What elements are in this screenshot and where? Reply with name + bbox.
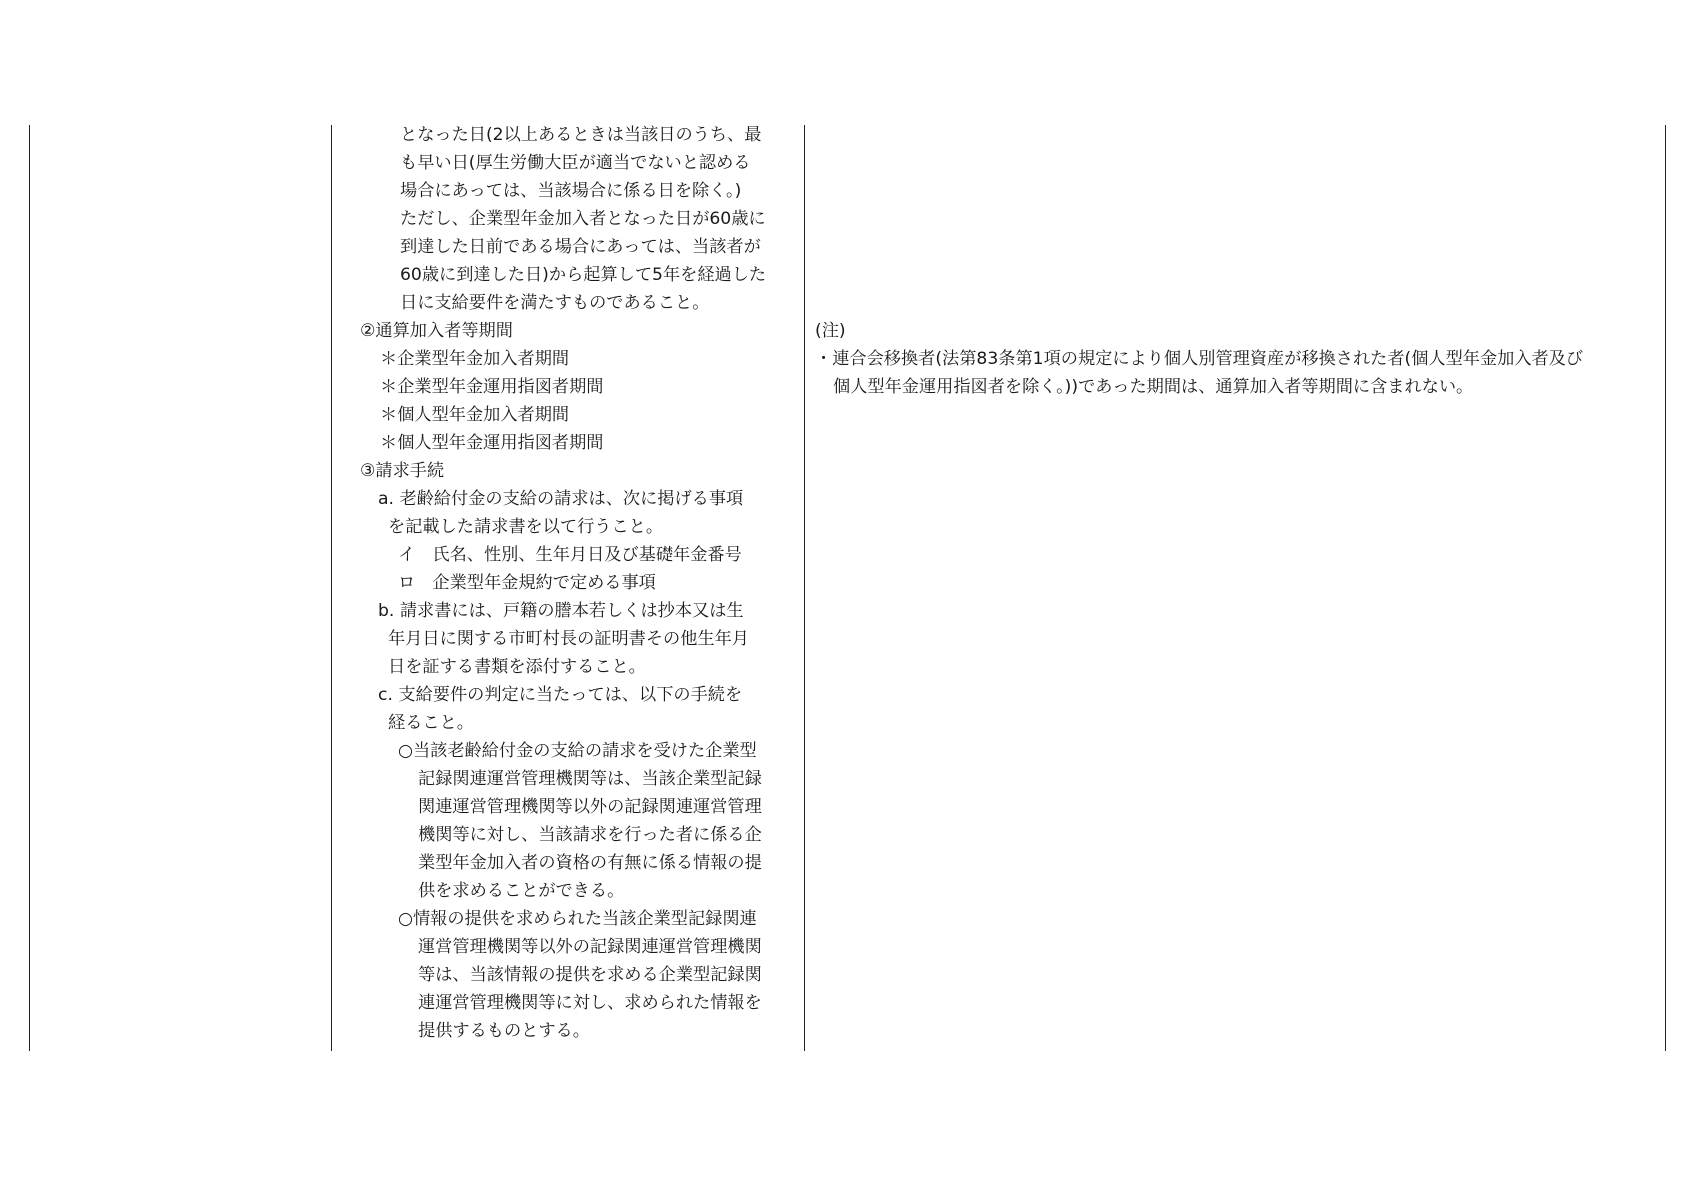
table-right-border [1665, 125, 1666, 1051]
text-line: も早い日(厚生労働大臣が適当でないと認める [400, 153, 751, 173]
text-line: 場合にあっては、当該場合に係る日を除く。) [400, 181, 742, 201]
text-line: 日を証する書類を添付すること。 [388, 657, 646, 677]
text-line: 機関等に対し、当該請求を行った者に係る企 [418, 825, 762, 845]
text-line: 提供するものとする。 [418, 1021, 590, 1041]
text-line: 等は、当該情報の提供を求める企業型記録関 [418, 965, 762, 985]
middle-column-text [360, 121, 800, 1045]
text-line: a. 老齢給付金の支給の請求は、次に掲げる事項 [378, 489, 744, 509]
text-line: ただし、企業型年金加入者となった日が60歳に [400, 209, 766, 229]
text-line: を記載した請求書を以て行うこと。 [388, 517, 664, 537]
text-line: イ 氏名、性別、生年月日及び基礎年金番号 [398, 545, 742, 565]
text-line: 運営管理機関等以外の記録関連運営管理機関 [418, 937, 762, 957]
text-line: ○当該老齢給付金の支給の請求を受けた企業型 [398, 741, 757, 761]
table-left-border [29, 125, 30, 1051]
text-line: ＊企業型年金加入者期間 [380, 349, 570, 369]
note-heading: (注) [815, 321, 846, 341]
text-line: ②通算加入者等期間 [360, 321, 513, 341]
text-line: 連運営管理機関等に対し、求められた情報を [418, 993, 762, 1013]
text-line: b. 請求書には、戸籍の謄本若しくは抄本又は生 [378, 601, 744, 621]
note-line: ・連合会移換者(法第83条第1項の規定により個人別管理資産が移換された者(個人型年金加入者及び [815, 349, 1584, 369]
text-line: ③請求手続 [360, 461, 445, 481]
text-line: 到達した日前である場合にあっては、当該者が [400, 237, 761, 257]
text-line: 経ること。 [388, 713, 474, 733]
right-column-notes [815, 121, 1665, 401]
column-divider-2 [804, 125, 805, 1051]
text-line: 年月日に関する市町村長の証明書その他生年月 [388, 629, 749, 649]
text-line: ロ 企業型年金規約で定める事項 [398, 573, 656, 593]
text-line: 60歳に到達した日)から起算して5年を経過した [400, 265, 767, 285]
text-line: ＊個人型年金加入者期間 [380, 405, 570, 425]
text-line: ○情報の提供を求められた当該企業型記録関連 [398, 909, 757, 929]
text-line: 業型年金加入者の資格の有無に係る情報の提 [418, 853, 762, 873]
text-line: 供を求めることができる。 [418, 881, 625, 901]
column-divider-1 [331, 125, 332, 1051]
text-line: 記録関連運営管理機関等は、当該企業型記録 [418, 769, 762, 789]
text-line: ＊企業型年金運用指図者期間 [380, 377, 604, 397]
text-line: となった日(2以上あるときは当該日のうち、最 [400, 125, 762, 145]
text-line: 関連運営管理機関等以外の記録関連運営管理 [418, 797, 762, 817]
text-line: 日に支給要件を満たすものであること。 [400, 293, 710, 313]
text-line: ＊個人型年金運用指図者期間 [380, 433, 604, 453]
text-line: c. 支給要件の判定に当たっては、以下の手続を [378, 685, 743, 705]
note-line: 個人型年金運用指図者を除く。))であった期間は、通算加入者等期間に含まれない。 [833, 377, 1474, 397]
